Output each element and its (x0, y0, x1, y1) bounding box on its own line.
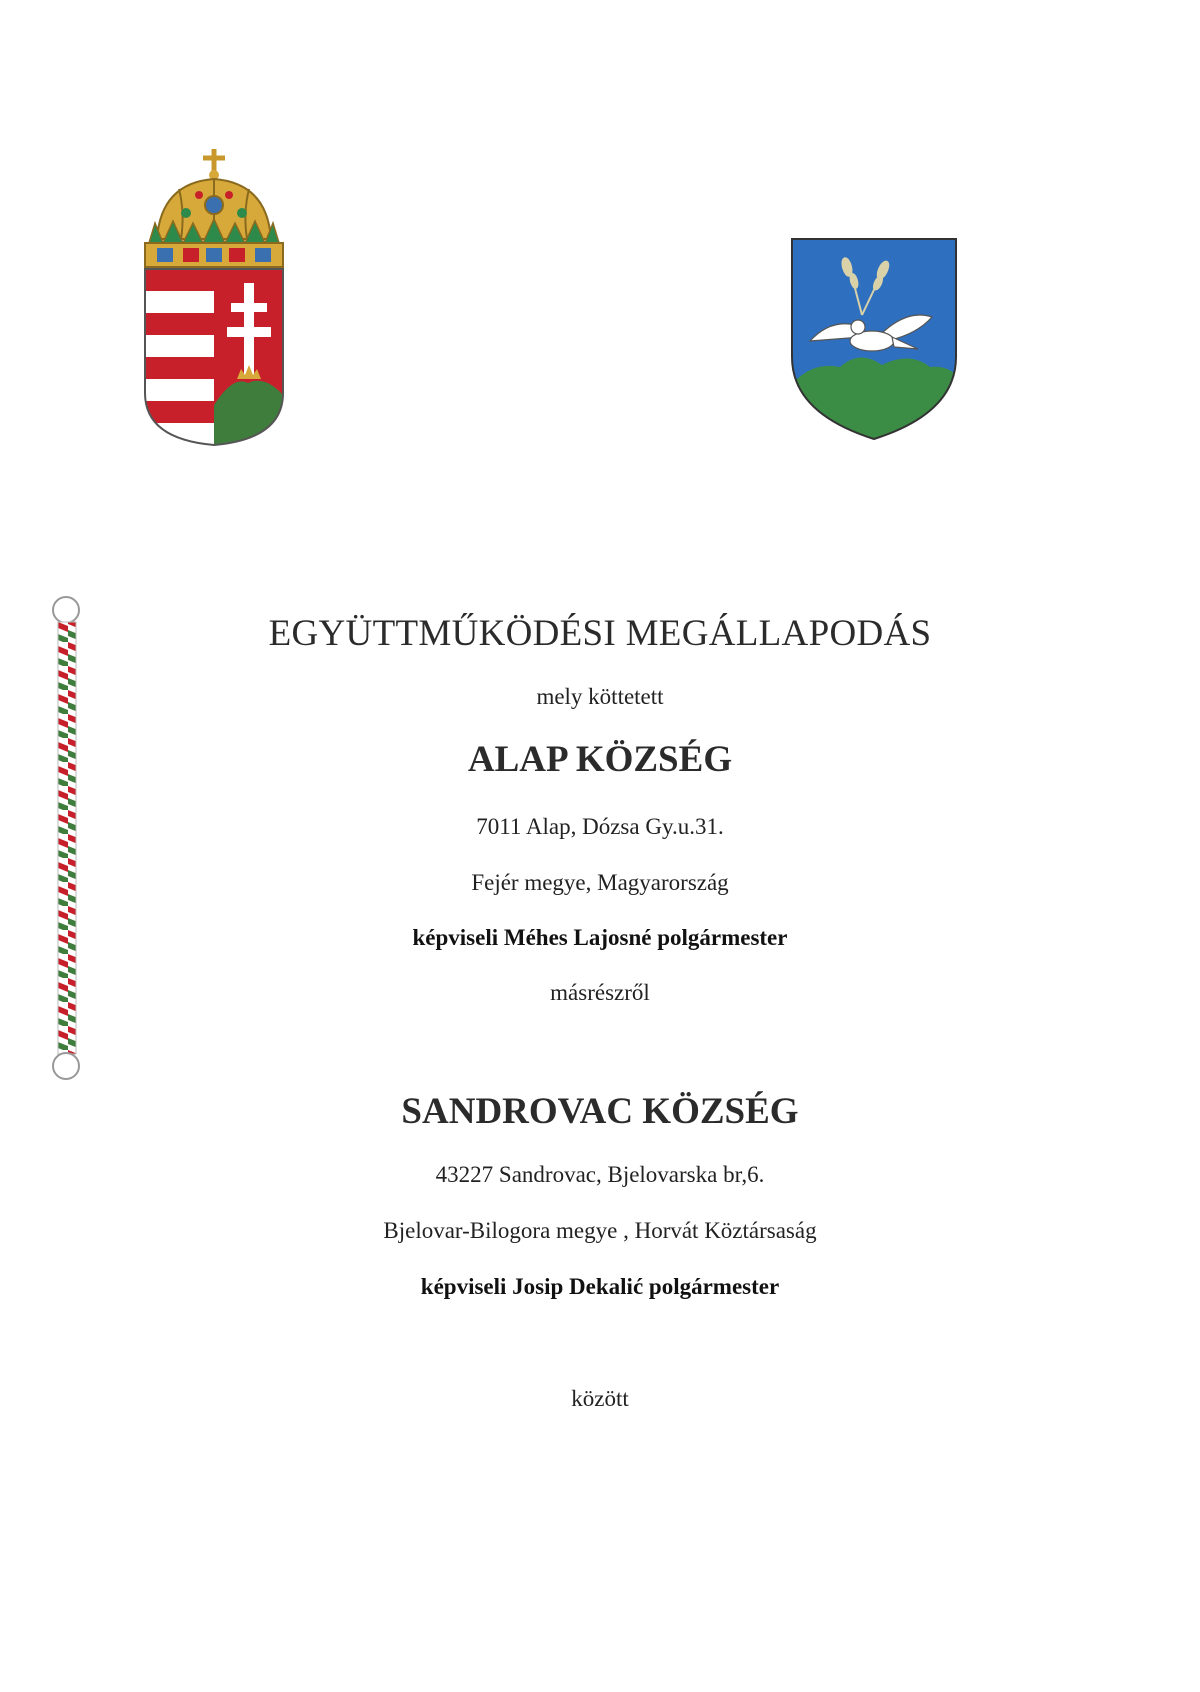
closing-text: között (571, 1386, 629, 1411)
intro-text: mely köttetett (536, 684, 664, 709)
party2-region: Bjelovar-Bilogora megye , Horvát Köztársaság (383, 1218, 817, 1243)
party1-address: 7011 Alap, Dózsa Gy.u.31. (476, 814, 724, 839)
document-title: EGYÜTTMŰKÖDÉSI MEGÁLLAPODÁS (268, 613, 932, 654)
connector-text: másrészről (550, 980, 650, 1005)
party2-representative: képviseli Josip Dekalić polgármester (420, 1274, 780, 1299)
party2-address: 43227 Sandrovac, Bjelovarska br,6. (435, 1162, 765, 1187)
party1-name: ALAP KÖZSÉG (467, 739, 733, 780)
party1-representative: képviseli Méhes Lajosné polgármester (412, 925, 788, 950)
alap-coat-of-arms-icon (790, 237, 958, 441)
party1-region: Fejér megye, Magyarország (471, 870, 729, 895)
hungarian-coat-of-arms-icon (143, 143, 305, 447)
party2-name: SANDROVAC KÖZSÉG (401, 1091, 799, 1132)
